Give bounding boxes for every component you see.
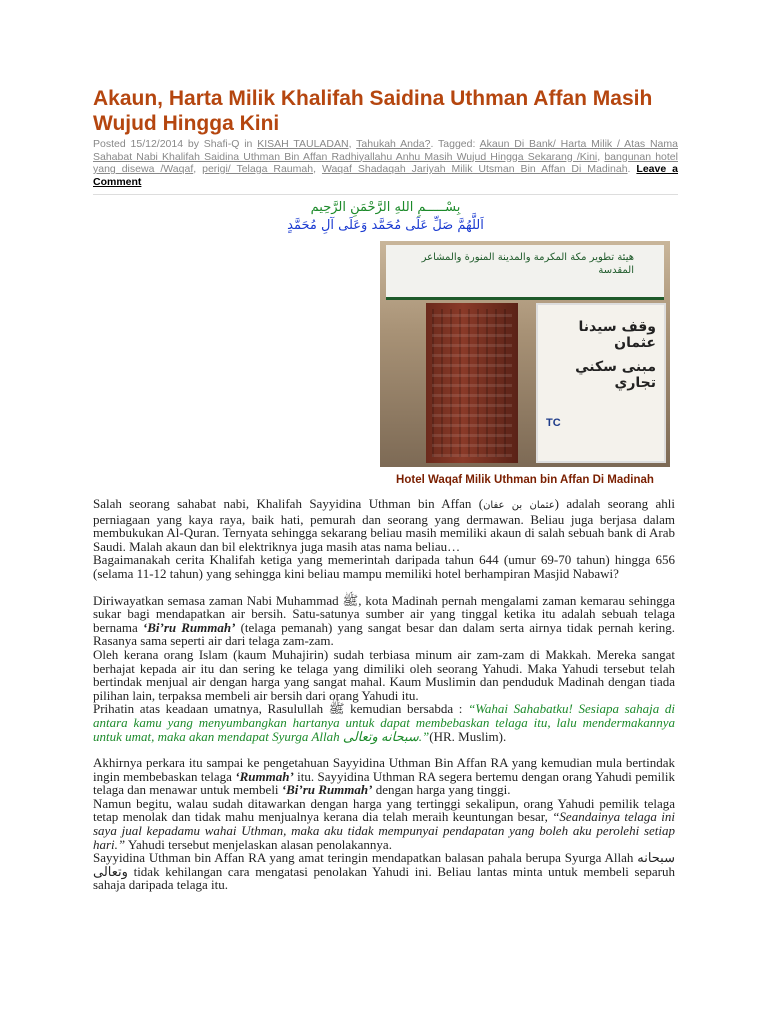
category-link-tahukah-anda[interactable]: Tahukah Anda?: [356, 138, 431, 150]
p6-well-name-1: ‘Rummah’: [235, 768, 294, 784]
paragraph-4: Oleh kerana orang Islam (kaum Muhajirin) sudah terbiasa minum air zam-zam di Makkah. Mereka sangat berhajat kepada air itu dan sering ke telaga yang dimiliki oleh seorang Yahudi. Maka Yahudi tersebut telah bertindak menjual air dengan harga yang sangat mahal. Kaum Muslimin dan penduduk Madinah dengan tiada pilihan lain, terpaksa membeli air bersih dari orang Yahudi itu.: [93, 646, 675, 703]
paragraph-1: [93, 497, 675, 553]
sign-top: [386, 245, 664, 300]
hotel-building: [426, 303, 518, 463]
p7-text-a: Namun begitu, walau sudah ditawarkan dengan harga yang tertinggi sekalipun, orang Yahudi pemilik telaga tetap menolak dan tidak mahu menjualnya kerana dia telah meraih keuntungan besar,: [93, 795, 675, 825]
basmalah: بِسْـــــمِ اللهِ الرَّحْمَنِ الرَّحِيم: [310, 200, 461, 215]
paragraph-5: [93, 702, 675, 743]
sign-text-waqf: وقف سيدنا عثمان: [578, 319, 656, 351]
p6-text-b: itu. Sayyidina Uthman RA segera bertemu dengan orang Yahudi pemilik telaga dan menawar untuk membeli: [93, 768, 675, 798]
post-meta: Posted 15/12/2014 by Shafi-Q in KISAH TAULADAN, Tahukah Anda?. Tagged: Akaun Di Bank/ Harta Milik / Atas Nama Sahabat Nabi Khalifah Saidina Uthman Bin Affan Radhiyallahu Anhu Masih Wujud Hingga Sekarang /Kini, bangunan hotel yang disewa /Waqaf, perigi/ Telaga Raumah, Waqaf Shadaqah Jariyah Milik Utsman Bin Affan Di Madinah. Leave a Comment: [93, 138, 678, 188]
p7-quote: “Seandainya telaga ini saya jual kepadamu wahai Uthman, maka aku tidak mempunyai pendapatan yang boleh aku perolehi setiap hari.”: [93, 809, 675, 852]
tag-link-akaun-di-bank[interactable]: Akaun Di Bank/ Harta Milik / Atas Nama Sahabat Nabi Khalifah Saidina Uthman Bin Affan Radhiyallahu Anhu Masih Wujud Hingga Sekarang /Kini: [93, 138, 678, 163]
p6-text-a: Akhirnya perkara itu sampai ke pengetahuan Sayyidina Uthman Bin Affan RA yang kemudian mula bertindak ingin membebaskan telaga: [93, 755, 675, 784]
category-link-kisah-tauladan[interactable]: KISAH TAULADAN: [257, 138, 349, 150]
paragraph-6: [93, 756, 675, 797]
article-title[interactable]: Akaun, Harta Milik Khalifah Saidina Uthman Affan Masih Wujud Hingga Kini: [93, 87, 653, 135]
tag-link-perigi-telaga[interactable]: perigi/ Telaga Raumah: [202, 163, 314, 175]
paragraph-8: Sayyidina Uthman bin Affan RA yang amat teringin mendapatkan balasan pahala berupa Syurga Allah سبحانه وتعالى tidak kehilangan cara mengatasi penolakan Yahudi ini. Beliau lantas minta untuk membeli separuh sahaja daripada telaga itu.: [93, 850, 675, 893]
sign-top-text: هيئة تطوير مكة المكرمة والمدينة المنورة والمشاعر المقدسة: [421, 252, 634, 276]
p6-well-name-2: ‘Bi’ru Rummah’: [281, 782, 373, 798]
p5-text-a: Prihatin atas keadaan umatnya, Rasulullah ﷺ kemudian bersabda :: [93, 701, 469, 717]
paragraph-7: [93, 797, 675, 851]
paragraph-2: Bagaimanakah cerita Khalifah ketiga yang memerintah daripada tahun 644 (umur 69-70 tahun) hingga 656 (selama 11-12 tahun) yang sehingga kini beliau mampu memiliki hotel berhampiran Masjid Nabawi?: [93, 552, 675, 581]
paragraph-3: [93, 594, 675, 648]
article-header: [93, 86, 678, 486]
sign-text-building: مبنى سكني تجاري: [575, 359, 656, 391]
leave-comment-link[interactable]: Leave a Comment: [93, 163, 678, 188]
tag-link-bangunan-hotel[interactable]: bangunan hotel yang disewa /Waqaf: [93, 150, 678, 175]
p3-well-name: ‘Bi’ru Rummah’: [142, 619, 236, 635]
p3-text-b: (telaga pemanah) yang sangat besar dan dalam serta airnya tidak pernah kering. Rasanya sama seperti air dari telaga zam-zam.: [93, 619, 675, 649]
sign-board: [536, 303, 666, 463]
tagged-label: . Tagged:: [430, 138, 480, 150]
hotel-photo: [380, 241, 670, 467]
hotel-waqaf-image: [380, 241, 670, 493]
hadith-quote: “Wahai Sahabatku! Sesiapa sahaja di antara kamu yang menyumbangkan hartanya untuk dapat membebaskan telaga itu, lalu mendermakannya untuk umat, maka akan mendapat Syurga Allah سبحانه وتعالى.”: [93, 701, 675, 744]
image-caption: Hotel Waqaf Milik Uthman bin Affan Di Madinah: [380, 467, 670, 493]
p1-text-b: ) adalah seorang ahli perniagaan yang kaya raya, baik hati, pemurah dan seorang yang dermawan. Beliau juga berjasa dalam membukukan Al-Quran. Ternyata sehingga sekarang beliau masih memiliki akaun di salah sebuah bank di Arab Saudi. Malah akaun dan bil elektriknya juga masih atas nama beliau…: [93, 496, 675, 554]
tag-link-waqaf-shadaqah[interactable]: Waqaf Shadaqah Jariyah Milik Utsman Bin Affan Di Madinah: [321, 163, 628, 175]
p6-text-c: dengan harga yang tinggi.: [372, 782, 511, 798]
p3-text-a: Diriwayatkan semasa zaman Nabi Muhammad ﷺ, kota Madinah pernah mengalami zaman kemarau sehingga sukar bagi mendapatkan air bersih. Satu-satunya sumber air yang tinggal ketika itu adalah sebuah telaga bernama: [93, 592, 676, 635]
p7-text-b: Yahudi tersebut menjelaskan alasan penolakannya.: [125, 836, 392, 852]
p1-text-a: Salah seorang sahabat nabi, Khalifah Sayyidina Uthman bin Affan (: [93, 496, 484, 511]
p1-arabic-name: عثمان بن عفان: [483, 500, 555, 511]
sign-logo: TC: [546, 417, 561, 429]
p5-source: (HR. Muslim).: [429, 728, 507, 744]
meta-prefix: Posted 15/12/2014 by Shafi-Q in: [93, 138, 258, 150]
salawat: اَللَّهُمَّ صَلِّ عَلَى مُحَمَّد وَعَلَى آلِ مُحَمَّدٍ: [287, 218, 484, 233]
article-body: [93, 497, 675, 892]
divider: [93, 194, 678, 195]
